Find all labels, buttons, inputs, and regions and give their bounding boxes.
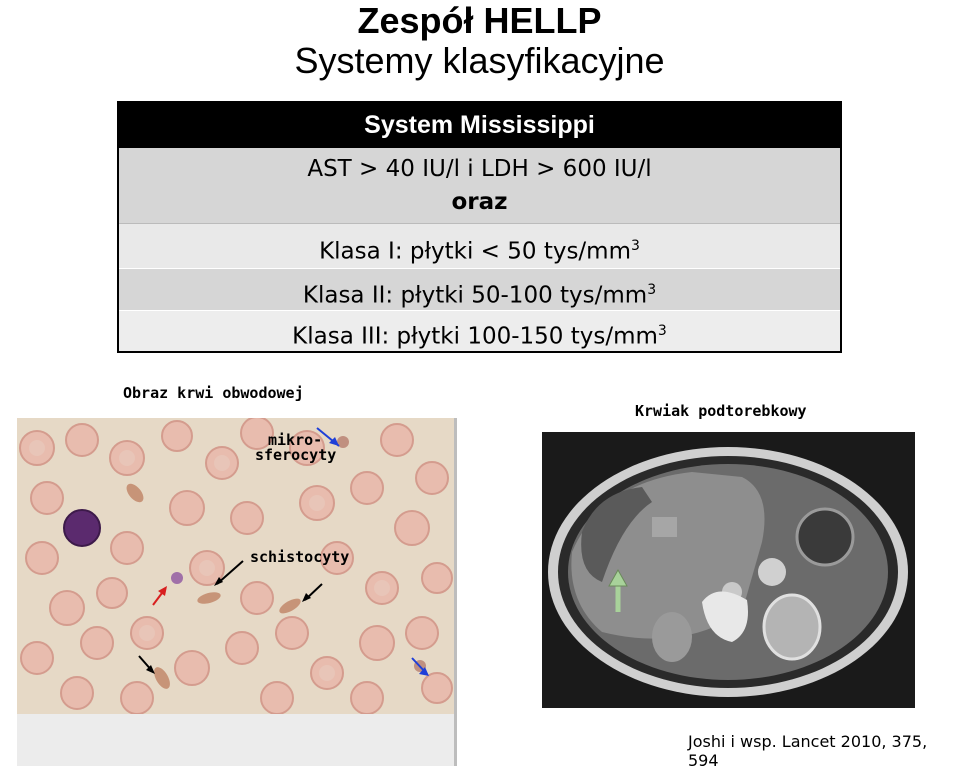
class-3-sup: 3: [657, 323, 667, 339]
class-row-2: [119, 268, 840, 310]
ct-caption: Krwiak podtorebkowy: [635, 402, 807, 420]
blood-smear-footer: [17, 714, 454, 766]
label-sferocyty: sferocyty: [255, 446, 337, 464]
class-3-text: Klasa III: płytki 100-150 tys/mm: [292, 323, 658, 350]
page-subtitle: Systemy klasyfikacyjne: [294, 40, 665, 81]
class-1-text: Klasa I: płytki < 50 tys/mm: [319, 238, 631, 265]
class-row-1: [119, 223, 840, 268]
class-2-sup: 3: [647, 282, 657, 298]
criteria-line: AST > 40 IU/l i LDH > 600 IU/l: [307, 156, 652, 182]
reference-citation: Joshi i wsp. Lancet 2010, 375, 594: [688, 732, 928, 770]
label-mikro: mikro-: [268, 431, 323, 449]
class-row-3: [119, 310, 840, 351]
criteria-join: oraz: [451, 189, 508, 215]
label-schistocyty: schistocyty: [250, 548, 350, 566]
blood-smear-drawing: [17, 418, 454, 714]
blood-smear-edge: [454, 418, 457, 766]
ct-drawing: [542, 432, 915, 708]
class-2-text: Klasa II: płytki 50-100 tys/mm: [302, 282, 648, 309]
criteria-row: [119, 148, 840, 223]
blood-smear-image: [17, 418, 454, 714]
page-title: Zespół HELLP: [357, 0, 602, 41]
class-1-sup: 3: [631, 238, 640, 254]
ct-scan-image: [542, 432, 915, 708]
table-header: System Mississippi: [119, 103, 840, 148]
classification-table: [117, 101, 842, 353]
blood-smear-caption: Obraz krwi obwodowej: [123, 384, 304, 402]
